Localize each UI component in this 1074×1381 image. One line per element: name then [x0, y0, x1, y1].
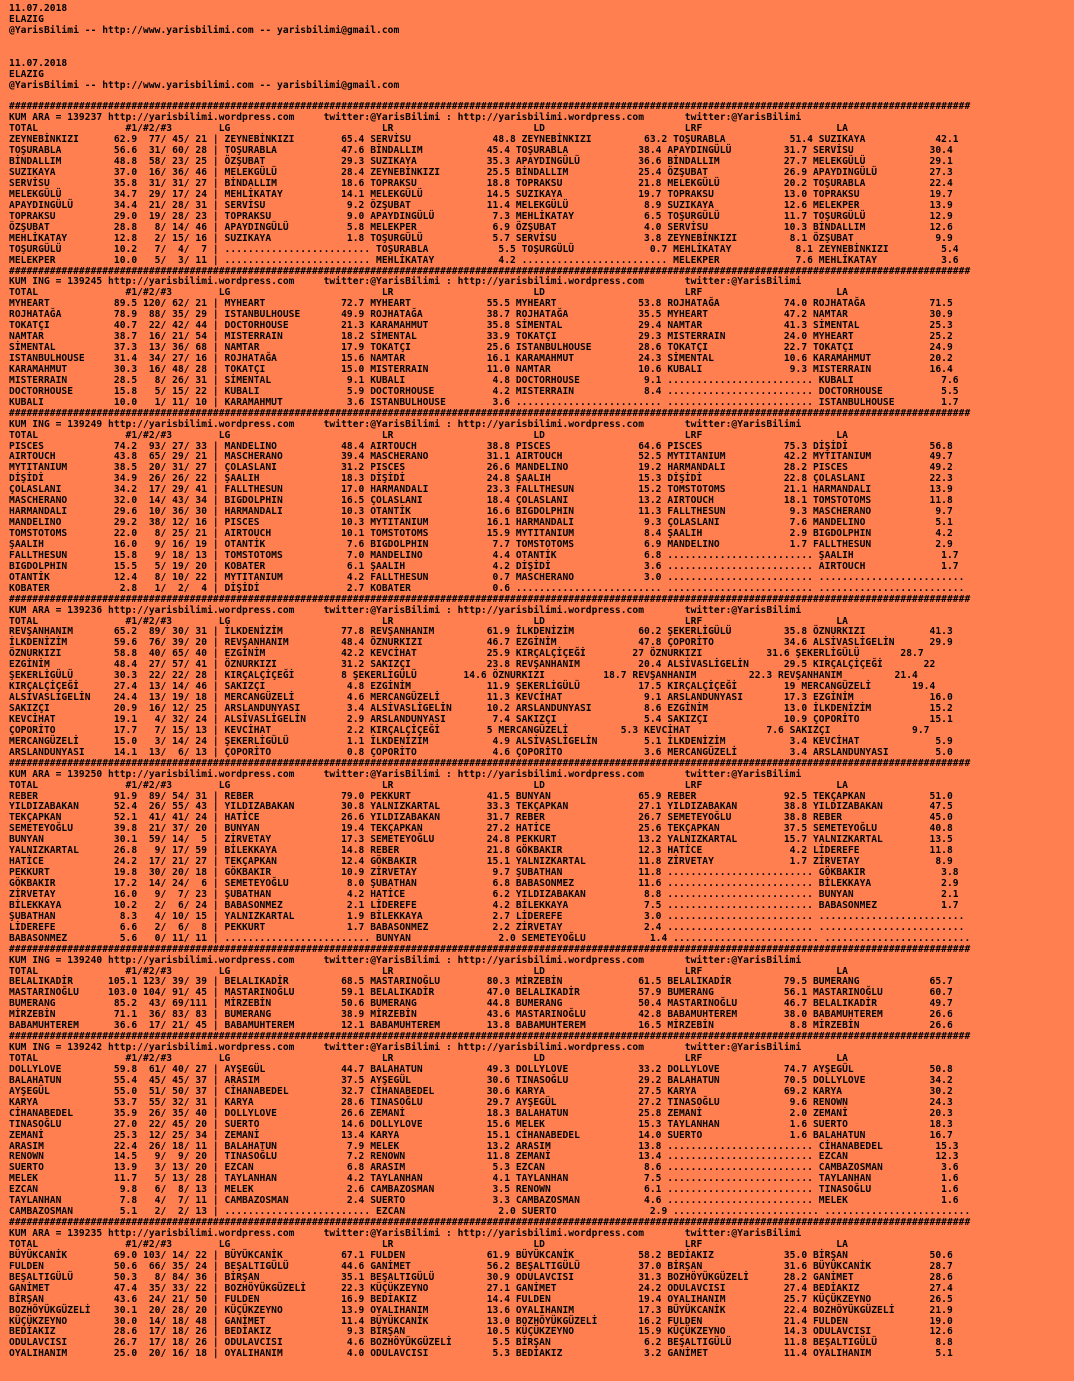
table-row: KIRÇALÇİÇEĞİ 27.4 13/ 14/ 46 | SAKIZÇI 4.8 EZGİNİM 11.9 ŞEKERLİGÜLÜ 17.5 KIRÇALÇİÇEĞİ 19 MERCANGÜZELİ 19.4	[9, 681, 936, 693]
table-row: HARMANDALI 29.6 10/ 36/ 30 | HARMANDALI 10.3 OTANTİK 16.6 BIGDOLPHIN 11.3 FALLTHESUN 9.3 MASCHERANO 9.7	[9, 506, 953, 518]
table-row: BABAMUHTEREM 36.6 17/ 21/ 45 | BABAMUHTEREM 12.1 BABAMUHTEREM 13.8 BABAMUHTEREM 16.5 MİRZEBİN 8.8 MİRZEBİN 26.6	[9, 1020, 953, 1032]
table-row: ŞUBATHAN 8.3 4/ 10/ 15 | YALNIZKARTAL 1.9 BİLEKKAYA 2.7 LİDEREFE 3.0 ......................... .........................	[9, 910, 965, 922]
table-row: ISTANBULHOUSE 31.4 34/ 27/ 16 | ROJHATAĞA 15.6 NAMTAR 16.1 KARAMAHMUT 24.3 SİMENTAL 10.6 KARAMAHMUT 20.2	[9, 353, 953, 364]
race-title: KUM ING = 139249 http://yarisbilimi.wordpress.com twitter:@YarisBilimi : http://yarisbilimi.wordpress.com twitter:@YarisBilimi	[9, 418, 802, 430]
table-row: ÇOPORİTO 17.7 7/ 15/ 13 | KEVCİHAT 2.2 KIRÇALÇİÇEĞİ 5 MERCANGÜZELİ 5.3 KEVCİHAT 7.6 SAKIZÇI 9.7	[9, 724, 930, 736]
table-row: AIRTOUCH 43.8 65/ 29/ 21 | MASCHERANO 39.4 MASCHERANO 31.1 AIRTOUCH 52.5 MYTITANIUM 42.2 MYTITANIUM 49.7	[9, 451, 953, 463]
separator: #####################################################################################################################################################################	[9, 593, 971, 605]
separator: #####################################################################################################################################################################	[9, 101, 971, 113]
table-row: SUZIKAYA 37.0 16/ 36/ 46 | MELEKGÜLÜ 28.4 ZEYNEBİNKIZI 25.5 BİNDALLIM 25.4 ÖZŞUBAT 26.9 APAYDINGÜLÜ 27.3	[9, 167, 953, 179]
header-line: ELAZIG	[9, 13, 44, 25]
table-row: ZİRVETAY 16.0 9/ 7/ 23 | ŞUBATHAN 4.2 HATİCE 6.2 YILDIZABAKAN 8.8 ......................... BUNYAN 2.1	[9, 888, 959, 900]
table-row: SUERTO 13.9 3/ 13/ 20 | EZCAN 6.8 ARASIM 5.3 EZCAN 8.6 ......................... CAMBAZOSMAN 3.6	[9, 1162, 959, 1174]
table-row: TOŞURGÜLÜ 10.2 7/ 4/ 7 | ......................... TOŞURABLA 5.5 TOŞURGÜLÜ 0.7 MEHLİKATAY 8.1 ZEYNEBİNKIZI 5.4	[9, 243, 959, 255]
table-row: MELEK 11.7 5/ 13/ 28 | TAYLANHAN 4.2 TAYLANHAN 4.1 TAYLANHAN 7.5 ......................... TAYLANHAN 1.6	[9, 1173, 959, 1185]
header-line: @YarisBilimi -- http://www.yarisbilimi.com -- yarisbilimi@gmail.com	[9, 24, 400, 36]
table-row: LİDEREFE 6.6 2/ 6/ 8 | PEKKURT 1.7 BABASONMEZ 2.2 ZİRVETAY 2.4 ......................... .........................	[9, 921, 965, 933]
table-row: BİRŞAN 43.6 24/ 21/ 50 | FULDEN 16.9 BEDİAKIZ 14.4 FULDEN 19.4 OYALIHANIM 25.7 KÜÇÜKZEYNO 26.5	[9, 1293, 953, 1305]
table-row: MELEKGÜLÜ 34.7 29/ 17/ 24 | MEHLİKATAY 14.1 MELEKGÜLÜ 14.5 SUZIKAYA 19.7 TOPRAKSU 13.0 TOPRAKSU 19.7	[9, 188, 953, 200]
table-row: YILDIZABAKAN 52.4 26/ 55/ 43 | YILDIZABAKAN 30.8 YALNIZKARTAL 33.3 TEKÇAPKAN 27.1 YILDIZABAKAN 38.8 YILDIZABAKAN 47.5	[9, 801, 953, 813]
table-row: BELALIKADİR 105.1 123/ 39/ 39 | BELALIKADİR 68.5 MASTARINOĞLU 80.3 MİRZEBİN 61.5 BELALIKADİR 79.5 BUMERANG 65.7	[9, 976, 953, 988]
table-row: ODULAVCISI 26.7 17/ 18/ 26 | ODULAVCISI 4.6 BOZHÖYÜKGÜZELİ 5.5 BİRŞAN 6.2 BEŞALTIGÜLÜ 11.8 BEŞALTIGÜLÜ 8.8	[9, 1337, 953, 1349]
table-row: DOCTORHOUSE 15.8 5/ 15/ 22 | KUBALI 5.9 DOCTORHOUSE 4.2 MISTERRAIN 8.4 ......................... DOCTORHOUSE 5.5	[9, 385, 959, 397]
table-row: MEHLİKATAY 12.8 2/ 15/ 16 | SUZIKAYA 1.8 TOŞURGÜLÜ 5.7 SERVİSU 3.8 ZEYNEBİNKIZI 8.1 ÖZŞUBAT 9.9	[9, 232, 953, 244]
table-row: KARAMAHMUT 30.3 16/ 48/ 28 | TOKATÇI 15.0 MISTERRAIN 11.0 NAMTAR 10.6 KUBALI 9.3 MISTERRAIN 16.4	[9, 363, 953, 375]
table-row: SERVİSU 35.8 31/ 31/ 27 | BİNDALLIM 18.6 TOPRAKSU 18.8 TOPRAKSU 21.8 MELEKGÜLÜ 20.2 TOŞURABLA 22.4	[9, 178, 953, 189]
header-line	[9, 48, 1074, 59]
table-row: ÖZŞUBAT 28.8 8/ 14/ 46 | APAYDINGÜLÜ 5.8 MELEKPER 6.9 ÖZŞUBAT 4.0 SERVİSU 10.3 BİNDALLIM 12.6	[9, 221, 953, 233]
table-row: CİHANABEDEL 35.9 26/ 35/ 40 | DOLLYLOVE 26.6 ZEMANİ 18.3 BALAHATUN 25.8 ZEMANİ 2.0 ZEMANİ 20.3	[9, 1107, 953, 1119]
table-row: REVŞANHANIM 65.2 89/ 30/ 31 | İLKDENİZİM 77.8 REVŞANHANIM 61.9 İLKDENİZİM 60.2 ŞEKERLİGÜLÜ 35.8 ÖZNURKIZI 41.3	[9, 626, 953, 638]
table-row: OYALIHANIM 25.0 20/ 16/ 18 | OYALIHANIM 4.0 ODULAVCISI 5.3 BEDİAKIZ 3.2 GANİMET 11.4 OYALIHANIM 5.1	[9, 1348, 953, 1360]
header-line: ELAZIG	[9, 68, 44, 80]
table-row: ZEMANİ 25.3 12/ 25/ 34 | ZEMANİ 13.4 KARYA 15.1 CİHANABEDEL 14.0 SUERTO 1.6 BALAHATUN 16.7	[9, 1129, 953, 1141]
table-row: BIGDOLPHIN 15.5 5/ 19/ 20 | KOBATER 6.1 ŞAALIH 4.2 DİŞİDİ 3.6 ......................... AIRTOUCH 1.7	[9, 560, 959, 572]
table-row: YALNIZKARTAL 26.8 9/ 17/ 59 | BİLEKKAYA 14.8 REBER 21.8 GÖKBAKIR 12.3 HATİCE 4.2 LİDEREFE 11.8	[9, 845, 953, 857]
separator: #####################################################################################################################################################################	[9, 1031, 971, 1043]
table-row: BOZHÖYÜKGÜZELİ 30.1 20/ 28/ 20 | KÜÇÜKZEYNO 13.9 OYALIHANIM 13.6 OYALIHANIM 17.3 BÜYÜKCANİK 22.4 BOZHÖYÜKGÜZELİ 21.9	[9, 1304, 953, 1316]
table-row: MANDELINO 29.2 38/ 12/ 16 | PISCES 10.3 MYTITANIUM 16.1 HARMANDALI 9.3 ÇOLASLANI 7.6 MANDELINO 5.1	[9, 517, 953, 529]
table-row: BUMERANG 85.2 43/ 69/111 | MİRZEBİN 50.6 BUMERANG 44.8 BUMERANG 50.4 MASTARINOĞLU 46.7 BELALIKADİR 49.7	[9, 998, 953, 1010]
table-row: KÜÇÜKZEYNO 30.0 14/ 18/ 48 | GANİMET 11.4 BÜYÜKCANİK 13.0 BOZHÖYÜKGÜZELİ 16.2 FULDEN 21.4 FULDEN 19.0	[9, 1315, 953, 1327]
column-header: TOTAL #1/#2/#3 LG LR LD LRF LA	[9, 1238, 848, 1250]
table-row: TAYLANHAN 7.8 4/ 7/ 11 | CAMBAZOSMAN 2.4 SUERTO 3.3 CAMBAZOSMAN 4.6 ......................... MELEK 1.6	[9, 1195, 959, 1207]
table-row: GANİMET 47.4 35/ 33/ 22 | BOZHÖYÜKGÜZELİ 22.3 KÜÇÜKZEYNO 27.1 GANİMET 24.2 ODULAVCISI 27.4 BEDİAKIZ 27.4	[9, 1282, 953, 1294]
header-line	[9, 37, 1074, 48]
table-row: MASCHERANO 32.0 14/ 43/ 34 | BIGDOLPHIN 16.5 ÇOLASLANI 18.4 ÇOLASLANI 13.2 AIRTOUCH 18.1 TOMSTOTOMS 11.8	[9, 495, 953, 507]
column-header: TOTAL #1/#2/#3 LG LR LD LRF LA	[9, 429, 848, 441]
table-row: BÜYÜKCANİK 69.0 103/ 14/ 22 | BÜYÜKCANİK 67.1 FULDEN 61.9 BÜYÜKCANİK 58.2 BEDİAKIZ 35.0 BİRŞAN 50.6	[9, 1249, 953, 1261]
header-line: 11.07.2018	[9, 57, 68, 69]
separator: #####################################################################################################################################################################	[9, 265, 971, 277]
table-row: TOKATÇI 40.7 22/ 42/ 44 | DOCTORHOUSE 21.3 KARAMAHMUT 35.8 SİMENTAL 29.4 NAMTAR 41.3 SİMENTAL 25.3	[9, 320, 953, 332]
table-row: BUNYAN 30.1 59/ 14/ 5 | ZİRVETAY 17.3 SEMETEYOĞLU 24.8 PEKKURT 13.2 YALNIZKARTAL 15.7 YALNIZKARTAL 13.5	[9, 834, 953, 846]
table-row: AYŞEGÜL 55.0 51/ 50/ 37 | CİHANABEDEL 32.7 CİHANABEDEL 30.6 KARYA 27.5 KARYA 69.2 KARYA 30.2	[9, 1085, 953, 1097]
table-row: İLKDENİZİM 59.6 76/ 39/ 20 | REVŞANHANIM 48.4 ÖZNURKIZI 46.7 EZGİNİM 47.8 ÇOPORİTO 34.6 ALSİVASLİGELİN 29.9	[9, 637, 953, 649]
table-row: REBER 91.9 89/ 54/ 31 | REBER 79.0 PEKKURT 41.5 BUNYAN 65.9 REBER 92.5 TEKÇAPKAN 51.0	[9, 790, 953, 802]
table-row: MYHEART 89.5 120/ 62/ 21 | MYHEART 72.7 MYHEART 55.5 MYHEART 53.8 ROJHATAĞA 74.0 ROJHATAĞA 71.5	[9, 298, 953, 310]
table-row: GÖKBAKIR 17.2 14/ 24/ 6 | SEMETEYOĞLU 8.0 ŞUBATHAN 6.8 BABASONMEZ 11.6 ......................... BİLEKKAYA 2.9	[9, 878, 959, 889]
table-row: BEDİAKIZ 28.6 17/ 18/ 26 | BEDİAKIZ 9.3 BİRŞAN 10.5 KÜÇÜKZEYNO 15.9 KÜÇÜKZEYNO 14.3 ODULAVCISI 12.6	[9, 1326, 953, 1338]
table-row: TOMSTOTOMS 22.0 8/ 25/ 21 | AIRTOUCH 10.1 TOMSTOTOMS 15.9 MYTITANIUM 8.4 ŞAALIH 2.9 BIGDOLPHIN 4.2	[9, 528, 953, 539]
table-row: BALAHATUN 55.4 45/ 45/ 37 | ARASIM 37.5 AYŞEGÜL 30.6 TINASOĞLU 29.2 BALAHATUN 70.5 DOLLYLOVE 34.2	[9, 1074, 953, 1086]
table-row: ŞAALIH 16.0 9/ 16/ 19 | OTANTİK 7.6 BIGDOLPHIN 7.7 TOMSTOTOMS 6.9 MANDELINO 1.7 FALLTHESUN 2.9	[9, 538, 953, 550]
table-row: TOPRAKSU 29.0 19/ 28/ 23 | TOPRAKSU 9.0 APAYDINGÜLÜ 7.3 MEHLİKATAY 6.5 TOŞURGÜLÜ 11.7 TOŞURGÜLÜ 12.9	[9, 210, 953, 222]
table-row: MELEKPER 10.0 5/ 3/ 11 | ......................... MEHLİKATAY 4.2 ......................... MELEKPER 7.6 MEHLİKATAY 3.6	[9, 254, 959, 266]
race-title: KUM ARA = 139236 http://yarisbilimi.wordpress.com twitter:@YarisBilimi : http://yarisbilimi.wordpress.com twitter:@YarisBilimi	[9, 604, 802, 616]
table-row: SİMENTAL 37.3 13/ 36/ 68 | NAMTAR 17.9 TOKATÇI 25.6 ISTANBULHOUSE 28.6 TOKATÇI 22.7 TOKATÇI 24.9	[9, 342, 953, 354]
header-line: 11.07.2018	[9, 3, 68, 14]
table-row: FALLTHESUN 15.8 9/ 18/ 13 | TOMSTOTOMS 7.0 MANDELINO 4.4 OTANTİK 6.8 ......................... ŞAALIH 1.7	[9, 549, 959, 561]
table-row: ARSLANDUNYASI 14.1 13/ 6/ 13 | ÇOPORİTO 0.8 ÇOPORİTO 4.6 ÇOPORİTO 3.6 MERCANGÜZELİ 3.4 ARSLANDUNYASI 5.0	[9, 746, 953, 758]
table-row: KOBATER 2.8 1/ 2/ 4 | DİŞİDİ 2.7 KOBATER 0.6 ......................... ......................... .........................	[9, 582, 965, 594]
column-header: TOTAL #1/#2/#3 LG LR LD LRF LA	[9, 615, 848, 627]
table-row: BİNDALLIM 48.8 58/ 23/ 25 | ÖZŞUBAT 29.3 SUZIKAYA 35.3 APAYDINGÜLÜ 36.6 BİNDALLIM 27.7 MELEKGÜLÜ 29.1	[9, 156, 953, 168]
table-row: TINASOĞLU 27.0 22/ 45/ 20 | SUERTO 14.6 DOLLYLOVE 15.6 MELEK 15.3 TAYLANHAN 1.6 SUERTO 18.3	[9, 1118, 953, 1130]
table-row: BABASONMEZ 5.6 0/ 11/ 11 | ......................... BUNYAN 2.0 SEMETEYOĞLU 1.4 ......................... .........................	[9, 932, 971, 944]
column-header: TOTAL #1/#2/#3 LG LR LD LRF LA	[9, 779, 848, 791]
table-row: HATİCE 24.2 17/ 21/ 27 | TEKÇAPKAN 12.4 GÖKBAKIR 15.1 YALNIZKARTAL 11.8 ZİRVETAY 1.7 ZİRVETAY 8.9	[9, 856, 953, 868]
table-row: TOŞURABLA 56.6 31/ 60/ 28 | TOŞURABLA 47.6 BİNDALLIM 45.4 TOŞURABLA 38.4 APAYDINGÜLÜ 31.7 SERVİSU 30.4	[9, 145, 953, 157]
race-title: KUM ING = 139240 http://yarisbilimi.wordpress.com twitter:@YarisBilimi : http://yarisbilimi.wordpress.com twitter:@YarisBilimi	[9, 954, 802, 966]
table-row: OTANTİK 12.4 8/ 10/ 22 | MYTITANIUM 4.2 FALLTHESUN 0.7 MASCHERANO 3.0 ......................... .........................	[9, 571, 965, 583]
race-title: KUM ING = 139245 http://yarisbilimi.wordpress.com twitter:@YarisBilimi : http://yarisbilimi.wordpress.com twitter:@YarisBilimi	[9, 276, 802, 288]
table-row: DİŞİDİ 34.9 26/ 26/ 22 | ŞAALIH 18.3 DİŞİDİ 24.8 ŞAALIH 15.3 DİŞİDİ 22.8 ÇOLASLANI 22.3	[9, 473, 953, 485]
table-row: MERCANGÜZELİ 15.0 3/ 14/ 24 | ŞEKERLİGÜLÜ 1.1 İLKDENİZİM 4.9 ALSİVASLİGELİN 5.1 İLKDENİZİM 3.4 KEVCİHAT 5.9	[9, 735, 953, 747]
table-row: ARASIM 22.4 26/ 18/ 11 | BALAHATUN 7.9 MELEK 13.2 ARASIM 13.8 ......................... CİHANABEDEL 15.3	[9, 1140, 959, 1152]
column-header: TOTAL #1/#2/#3 LG LR LD LRF LA	[9, 123, 848, 135]
table-row: TEKÇAPKAN 52.1 41/ 41/ 24 | HATİCE 26.6 YILDIZABAKAN 31.7 REBER 26.7 SEMETEYOĞLU 38.8 REBER 45.0	[9, 812, 953, 824]
table-row: APAYDINGÜLÜ 34.4 21/ 28/ 31 | SERVİSU 9.2 ÖZŞUBAT 11.4 MELEKGÜLÜ 8.9 SUZIKAYA 12.6 MELEKPER 13.9	[9, 199, 953, 211]
separator: #####################################################################################################################################################################	[9, 407, 971, 419]
table-row: EZGİNİM 48.4 27/ 57/ 41 | ÖZNURKIZI 31.2 SAKIZÇI 23.8 REVŞANHANIM 20.4 ALSİVASLİGELİN 29.5 KIRÇALÇİÇEĞİ 22	[9, 659, 936, 671]
table-row: ALSİVASLİGELİN 24.4 13/ 19/ 18 | MERCANGÜZELİ 4.6 MERCANGÜZELİ 11.3 KEVCİHAT 9.1 ARSLANDUNYASI 17.3 EZGİNİM 16.0	[9, 692, 953, 704]
table-row: ŞEKERLİGÜLÜ 30.3 22/ 22/ 28 | KIRÇALÇİÇEĞİ 8 ŞEKERLİGÜLÜ 14.6 ÖZNURKIZI 18.7 REVŞANHANIM 22.3 REVŞANHANIM 21.4	[9, 670, 918, 682]
separator: #####################################################################################################################################################################	[9, 757, 971, 769]
table-row: ÇOLASLANI 34.2 17/ 29/ 41 | FALLTHESUN 17.0 HARMANDALI 23.3 FALLTHESUN 15.2 TOMSTOTOMS 21.1 HARMANDALI 13.9	[9, 484, 953, 496]
table-row: SEMETEYOĞLU 39.8 21/ 37/ 20 | BUNYAN 19.4 TEKÇAPKAN 27.2 HATİCE 25.6 TEKÇAPKAN 37.5 SEMETEYOĞLU 40.8	[9, 823, 953, 835]
race-title: KUM ARA = 139235 http://yarisbilimi.wordpress.com twitter:@YarisBilimi : http://yarisbilimi.wordpress.com twitter:@YarisBilimi	[9, 1228, 802, 1239]
table-row: FULDEN 50.6 66/ 35/ 24 | BEŞALTIGÜLÜ 44.6 GANİMET 56.2 BEŞALTIGÜLÜ 37.0 BİRŞAN 31.6 BÜYÜKCANİK 28.7	[9, 1260, 953, 1272]
table-row: MISTERRAIN 28.5 8/ 26/ 31 | SİMENTAL 9.1 KUBALI 4.8 DOCTORHOUSE 9.1 ......................... KUBALI 7.6	[9, 374, 959, 386]
table-row: PEKKURT 19.8 30/ 20/ 18 | GÖKBAKIR 10.9 ZİRVETAY 9.7 ŞUBATHAN 11.8 ......................... GÖKBAKIR 3.8	[9, 867, 959, 879]
race-title: KUM ARA = 139237 http://yarisbilimi.wordpress.com twitter:@YarisBilimi : http://yarisbilimi.wordpress.com twitter:@YarisBilimi	[9, 112, 802, 124]
table-row: ÖZNURKIZI 58.8 40/ 65/ 40 | EZGİNİM 42.2 KEVCİHAT 25.9 KIRÇALÇİÇEĞİ 27 ÖZNURKIZI 31.6 ŞEKERLİGÜLÜ 28.7	[9, 648, 924, 660]
table-row: PISCES 74.2 93/ 27/ 33 | MANDELINO 48.4 AIRTOUCH 38.8 PISCES 64.6 PISCES 75.3 DİŞİDİ 56.8	[9, 440, 953, 452]
table-row: MİRZEBİN 71.1 36/ 83/ 83 | BUMERANG 38.9 MİRZEBİN 43.6 MASTARINOĞLU 42.8 BABAMUHTEREM 38.0 BABAMUHTEREM 26.6	[9, 1009, 953, 1021]
separator: #####################################################################################################################################################################	[9, 1217, 971, 1229]
table-row: CAMBAZOSMAN 5.1 2/ 2/ 13 | ......................... EZCAN 2.0 SUERTO 2.9 ......................... .........................	[9, 1206, 971, 1218]
race-title: KUM ING = 139242 http://yarisbilimi.wordpress.com twitter:@YarisBilimi : http://yarisbilimi.wordpress.com twitter:@YarisBilimi	[9, 1042, 802, 1054]
separator: #####################################################################################################################################################################	[9, 943, 971, 955]
column-header: TOTAL #1/#2/#3 LG LR LD LRF LA	[9, 965, 848, 977]
column-header: TOTAL #1/#2/#3 LG LR LD LRF LA	[9, 287, 848, 299]
table-row: MYTITANIUM 38.5 20/ 31/ 27 | ÇOLASLANI 31.2 PISCES 26.6 MANDELINO 19.2 HARMANDALI 28.2 PISCES 49.2	[9, 462, 953, 474]
table-row: SAKIZÇI 20.9 16/ 12/ 25 | ARSLANDUNYASI 3.4 ALSİVASLİGELİN 10.2 ARSLANDUNYASI 8.6 EZGİNİM 13.0 İLKDENİZİM 15.2	[9, 703, 953, 714]
table-row: ZEYNEBİNKIZI 62.9 77/ 45/ 21 | ZEYNEBİNKIZI 65.4 SERVİSU 48.8 ZEYNEBİNKIZI 63.2 TOŞURABLA 51.4 SUZIKAYA 42.1	[9, 134, 959, 146]
table-row: RENOWN 14.5 9/ 9/ 20 | TINASOĞLU 7.2 RENOWN 11.8 ZEMANİ 13.4 ......................... EZCAN 12.3	[9, 1151, 959, 1163]
table-row: KARYA 53.7 55/ 32/ 31 | KARYA 28.6 TINASOĞLU 29.7 AYŞEGÜL 27.2 TINASOĞLU 9.6 RENOWN 24.3	[9, 1096, 953, 1108]
table-row: NAMTAR 38.7 16/ 21/ 54 | MISTERRAIN 18.2 SİMENTAL 33.9 TOKATÇI 29.3 MISTERRAIN 24.0 MYHEART 25.2	[9, 331, 953, 343]
table-row: EZCAN 9.8 6/ 8/ 13 | MELEK 2.6 CAMBAZOSMAN 3.5 RENOWN 6.1 ......................... TINASOĞLU 1.6	[9, 1184, 959, 1196]
table-row: ROJHATAĞA 78.9 88/ 35/ 29 | ISTANBULHOUSE 49.9 ROJHATAĞA 38.7 ROJHATAĞA 35.5 MYHEART 47.2 NAMTAR 30.9	[9, 309, 953, 321]
table-row: MASTARINOĞLU 103.0 104/ 91/ 45 | MASTARINOĞLU 59.1 BELALIKADİR 47.0 BELALIKADİR 57.9 BUMERANG 56.1 MASTARINOĞLU 60.7	[9, 987, 953, 999]
table-row: DOLLYLOVE 59.8 61/ 40/ 27 | AYŞEGÜL 44.7 BALAHATUN 49.3 DOLLYLOVE 33.2 DOLLYLOVE 74.7 AYŞEGÜL 50.8	[9, 1063, 953, 1075]
table-row: KEVCİHAT 19.1 4/ 32/ 24 | ALSİVASLİGELİN 2.9 ARSLANDUNYASI 7.4 SAKIZÇI 5.4 SAKIZÇI 10.9 ÇOPORİTO 15.1	[9, 713, 953, 725]
race-title: KUM ARA = 139250 http://yarisbilimi.wordpress.com twitter:@YarisBilimi : http://yarisbilimi.wordpress.com twitter:@YarisBilimi	[9, 768, 802, 780]
column-header: TOTAL #1/#2/#3 LG LR LD LRF LA	[9, 1053, 848, 1064]
table-row: BİLEKKAYA 10.2 2/ 6/ 24 | BABASONMEZ 2.1 LİDEREFE 4.2 BİLEKKAYA 7.5 ......................... BABASONMEZ 1.7	[9, 899, 959, 911]
table-row: BEŞALTIGÜLÜ 50.3 8/ 84/ 36 | BİRŞAN 35.1 BEŞALTIGÜLÜ 30.9 ODULAVCISI 31.3 BOZHÖYÜKGÜZELİ 28.2 GANİMET 28.6	[9, 1271, 953, 1283]
header-line: @YarisBilimi -- http://www.yarisbilimi.com -- yarisbilimi@gmail.com	[9, 79, 400, 91]
table-row: KUBALI 10.0 1/ 11/ 10 | KARAMAHMUT 3.6 ISTANBULHOUSE 3.6 ......................... ......................... ISTANBULHOUSE 1.7	[9, 396, 959, 408]
